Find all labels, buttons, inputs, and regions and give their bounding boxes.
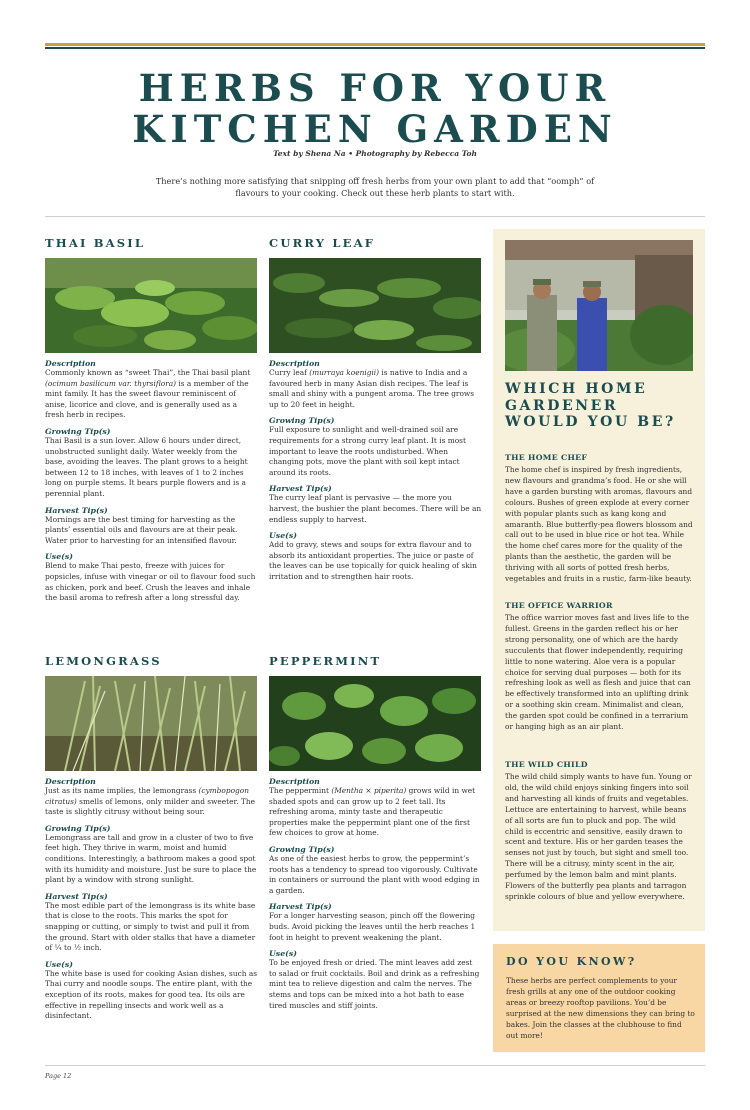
use-label: Use(s) xyxy=(45,959,73,969)
home-chef-section xyxy=(505,453,695,585)
description-text: Curry leaf (murraya koenigii) is native to India and a favoured herb in many Asian dish recipes. The leaf is small and shiny with a pungent aroma. The tree grows up to 20 feet in height. xyxy=(269,368,475,409)
herb-title: THAI BASIL xyxy=(45,236,146,250)
gardeners-photo xyxy=(505,240,693,371)
growing-label: Growing Tip(s) xyxy=(45,823,111,833)
growing-text: Lemongrass are tall and grow in a cluster of two to five feet high. They thrive in warm, moist and humid conditions. Interestingly, a bathroom makes a good spot with its humidity and moisture. Just be sure to place the plant by a window with strong sunlight. xyxy=(45,832,257,885)
wild-child-section xyxy=(505,760,695,903)
harvest-text: The curry leaf plant is pervasive — the more you harvest, the bushier the plant becomes. There will be an endless supply to harvest. xyxy=(269,493,482,524)
growing-text: As one of the easiest herbs to grow, the peppermint’s roots has a tendency to spread too vigorously. Cultivate in containers or surround the plant with wood edging in a garden. xyxy=(269,853,480,895)
office-warrior-section xyxy=(505,601,695,733)
harvest-text: Mornings are the best timing for harvesting as the plants’ essential oils and flavours are at their peak. Water prior to harvesting for an intensified flavour. xyxy=(45,514,238,545)
top-rule-gold xyxy=(45,43,705,46)
use-text: To be enjoyed fresh or dried. The mint leaves add zest to salad or fruit cocktails. Boil and drink as a refreshing mint tea to relieve digestion and calm the nerves. The stems and tops can be mixed into a hot bath to ease tired muscles and stiff joints. xyxy=(269,958,480,1010)
curry-leaf-photo xyxy=(269,258,481,353)
harvest-label: Harvest Tip(s) xyxy=(269,902,332,912)
description-text: Commonly known as “sweet Thai”, the Thai basil plant (ocimum basilicum var. thyrsiflora) is a member of the mint family. It has the sweet flavour reminiscent of anise, licorice and clove, and is generally used as a fresh herb in recipes. xyxy=(45,368,251,420)
wild-child-text: The wild child simply wants to have fun. Young or old, the wild child enjoys sinking fingers into soil and harvesting all kinds of fruits and vegetables. Lettuce are entertaining to harvest, while beans of all sorts are fun to pluck and pop. The wild child is eccentric and sensitive, easily drawn to scent and texture. His or her garden teases the senses not just by touch, but sight and smell too. There will be a citrusy, minty scent in the air, perfumed by the lemon balm and mint plants. Flowers of the butterfly pea plants and tarragon sprinkle colours of blue and yellow everywhere. xyxy=(505,772,692,901)
lemongrass-photo xyxy=(45,676,257,771)
herb-thai-basil xyxy=(45,236,258,604)
wild-child-title: THE WILD CHILD xyxy=(505,760,588,769)
growing-label: Growing Tip(s) xyxy=(269,416,335,426)
page-number: Page 12 xyxy=(45,1072,72,1080)
page-title-line1: HERBS FOR YOUR xyxy=(138,66,612,110)
growing-label: Growing Tip(s) xyxy=(269,844,335,854)
growing-text: Full exposure to sunlight and well-drained soil are requirements for a strong curry leaf plant. It is most important to leave the roots undisturbed. When changing pots, move the plant with soil kept intact around its roots. xyxy=(269,425,466,477)
harvest-label: Harvest Tip(s) xyxy=(45,891,108,901)
use-text: Blend to make Thai pesto, freeze with juices for popsicles, infuse with vinegar or oil to flavour food such as chicken, pork and beef. Crush the leaves and inhale the basil aroma to refresh after a long stressful day. xyxy=(45,561,256,603)
herb-title: PEPPERMINT xyxy=(269,654,382,668)
description-text: The peppermint (Mentha × piperita) grows wild in wet shaded spots and can grow up to 2 feet tall. Its refreshing aroma, minty taste and therapeutic properties make the peppermint plant one of the first few choices to grow at home. xyxy=(269,786,476,838)
sidebar-heading: WHICH HOME GARDENER WOULD YOU BE? xyxy=(505,381,676,430)
do-you-know-text: These herbs are perfect complements to your fresh grills at any one of the outdoor cooking areas or breezy rooftop pavilions. You’d be surprised at the new dimensions they can bring to bakes. Join the classes at the clubhouse to find out more! xyxy=(506,976,695,1040)
peppermint-photo xyxy=(269,676,481,771)
description-label: Description xyxy=(45,359,96,368)
top-rule-teal xyxy=(45,47,705,49)
footer-divider xyxy=(45,1065,705,1066)
byline: Text by Shena Na • Photography by Rebecca Toh xyxy=(273,149,477,158)
gardener-sidebar xyxy=(493,229,705,931)
home-chef-text: The home chef is inspired by fresh ingredients, new flavours and grandma’s food. He or she will have a garden bursting with aromas, flavours and colours. Bushes of green explode at every corner with popular plants such as kang kong and amaranth. Blue butterfly-pea flowers blossom and call out to be used in blue rice or hot tea. While the home chef cares more for the quality of the plants than the aesthetic, the garden will be thriving with all sorts of potted fresh herbs, vegetables and fruits in a rustic, farm-like beauty. xyxy=(505,465,693,584)
harvest-text: The most edible part of the lemongrass is its white base that is close to the roots. This marks the spot for snapping or cutting, or simply to twist and pull it from the ground. Start with older stalks that have a diameter of ¼ to ½ inch. xyxy=(45,900,256,953)
page-title-line2: KITCHEN GARDEN xyxy=(132,107,618,151)
intro-text: There’s nothing more satisfying that snipping off fresh herbs from your own plant to add that “oomph” of flavours to your cooking. Check out these herb plants to start with. xyxy=(155,176,595,198)
herb-curry-leaf xyxy=(269,236,482,583)
description-text: Just as its name implies, the lemongrass (cymbopogon citratus) smells of lemons, only milder and sweeter. The taste is slightly citrusy without being sour. xyxy=(45,786,255,817)
use-label: Use(s) xyxy=(269,949,297,959)
description-label: Description xyxy=(45,777,96,786)
thai-basil-photo xyxy=(45,258,257,353)
section-divider xyxy=(45,216,705,217)
harvest-label: Harvest Tip(s) xyxy=(45,505,108,515)
herb-peppermint xyxy=(269,654,482,1011)
harvest-label: Harvest Tip(s) xyxy=(269,484,332,494)
description-label: Description xyxy=(269,359,320,368)
herb-title: CURRY LEAF xyxy=(269,236,376,250)
do-you-know-title: DO YOU KNOW? xyxy=(506,955,637,968)
use-text: The white base is used for cooking Asian dishes, such as Thai curry and noodle soups. The entire plant, with the exception of its roots, makes for good tea. Its oils are effective in repelling insects and work well as a disinfectant. xyxy=(45,968,258,1021)
use-label: Use(s) xyxy=(45,552,73,562)
do-you-know-box xyxy=(493,944,705,1052)
description-label: Description xyxy=(269,777,320,786)
herb-title: LEMONGRASS xyxy=(45,654,162,668)
growing-text: Thai Basil is a sun lover. Allow 6 hours under direct, unobstructed sunlight daily. Water weekly from the base, avoiding the leaves. The plant grows to a height between 12 to 18 inches, with leaves of 1 to 2 inches long on purple stems. It bears purple flowers and is a perennial plant. xyxy=(45,435,248,498)
office-warrior-title: THE OFFICE WARRIOR xyxy=(505,601,613,610)
harvest-text: For a longer harvesting season, pinch off the flowering buds. Avoid picking the leaves until the herb reaches 1 foot in height to prevent weakening the plant. xyxy=(269,911,476,942)
use-label: Use(s) xyxy=(269,531,297,541)
use-text: Add to gravy, stews and soups for extra flavour and to absorb its antioxidant properties. The juice or paste of the leaves can be use topically for quick healing of skin irritation and to strengthen hair roots. xyxy=(269,540,477,581)
office-warrior-text: The office warrior moves fast and lives life to the fullest. Greens in the garden reflect his or her strong personality, one of which are the hardy succulents that flower independently, requiring little to none watering. Aloe vera is a popular choice for serving dual purposes — both for its refreshing look as well as flesh and juice that can be effectively transformed into an uplifting drink or a soothing skin cream. Minimalist and clean, the garden spot could be confined in a terrarium or hanging high as an air plant. xyxy=(505,613,691,732)
home-chef-title: THE HOME CHEF xyxy=(505,453,588,462)
growing-label: Growing Tip(s) xyxy=(45,426,111,436)
herb-lemongrass xyxy=(45,654,258,1022)
